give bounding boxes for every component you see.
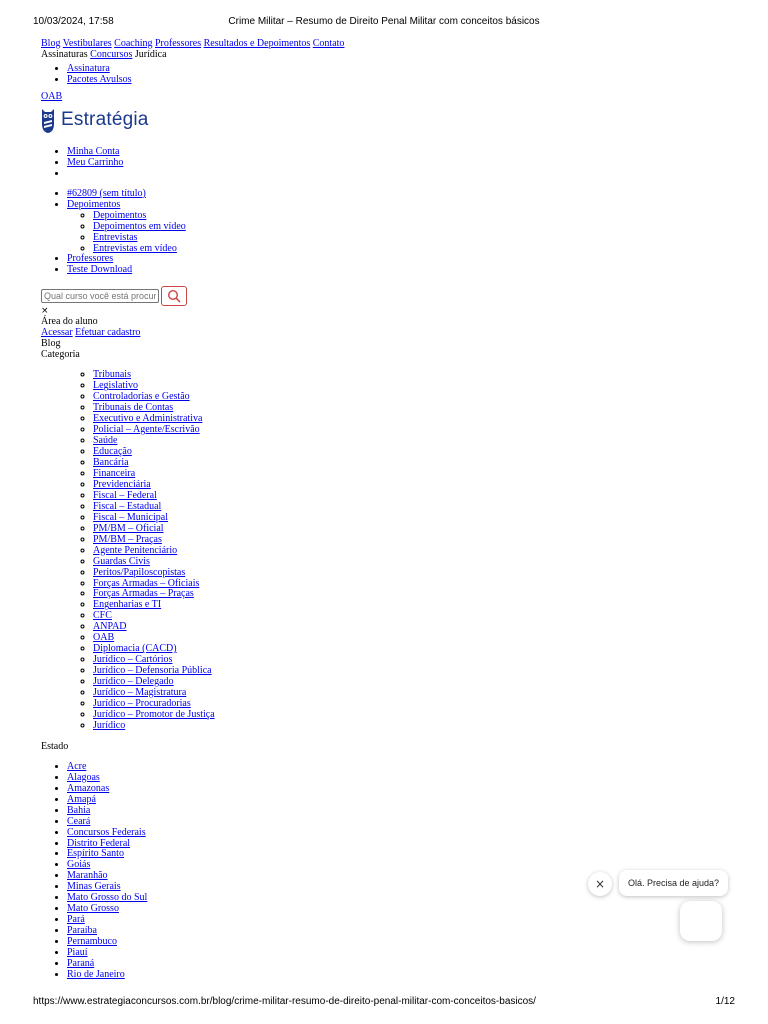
blog-label: Blog [41, 338, 61, 350]
category-link[interactable]: Educação [93, 446, 132, 458]
account-menu [41, 147, 741, 180]
chat-icon[interactable] [680, 901, 722, 941]
category-link[interactable]: Controladorias e Gestão [93, 391, 190, 403]
state-link[interactable]: Mato Grosso [67, 903, 119, 915]
sem-titulo-link[interactable]: #62809 (sem título) [67, 187, 146, 199]
category-link[interactable]: Diplomacia (CACD) [93, 643, 177, 655]
category-link[interactable]: Jurídico – Defensoria Pública [93, 665, 212, 677]
chat-bubble[interactable] [619, 870, 728, 896]
state-link[interactable]: Rio de Janeiro [67, 968, 125, 980]
list-item [93, 644, 741, 655]
category-link[interactable]: Fiscal – Federal [93, 489, 157, 501]
category-link[interactable]: Jurídico – Promotor de Justiça [93, 708, 215, 720]
list-item [67, 64, 741, 75]
list-item [93, 535, 741, 546]
list-item [93, 469, 741, 480]
nav-blog[interactable]: Blog [41, 38, 61, 49]
list-item [67, 970, 741, 981]
print-datetime: 10/03/2024, 17:58 [33, 16, 114, 27]
list-item [67, 959, 741, 970]
state-link[interactable]: Paraná [67, 958, 95, 969]
state-link[interactable]: Minas Gerais [67, 881, 121, 893]
list-item [67, 839, 741, 850]
list-item [93, 513, 741, 524]
list-item [67, 254, 741, 265]
minha-conta-link[interactable]: Minha Conta [67, 145, 120, 157]
category-link[interactable]: Fiscal – Estadual [93, 500, 162, 512]
estado-label: Estado [41, 740, 69, 752]
state-link[interactable]: Ceará [67, 815, 91, 827]
list-item [67, 795, 741, 806]
list-item [93, 370, 741, 381]
list-item [67, 147, 741, 158]
list-item [93, 436, 741, 447]
list-item [67, 189, 741, 200]
list-item [67, 806, 741, 817]
list-item [93, 589, 741, 600]
print-page-number: 1/12 [715, 996, 735, 1007]
list-item [93, 600, 741, 611]
list-item [67, 926, 741, 937]
list-item [93, 211, 741, 222]
logo-text: Estratégia [61, 109, 149, 131]
list-item [67, 169, 741, 180]
category-link[interactable]: Executivo e Administrativa [93, 413, 203, 425]
category-link[interactable]: Agente Penitenciário [93, 544, 178, 556]
pages-menu [41, 189, 741, 277]
categoria-label: Categoria [41, 349, 80, 361]
category-list [41, 370, 741, 731]
category-link[interactable]: Previdenciária [93, 478, 151, 490]
list-item [67, 849, 741, 860]
sub-entrevistas-link[interactable]: Entrevistas [93, 231, 138, 243]
teste-download-link[interactable]: Teste Download [67, 264, 133, 276]
list-item [93, 524, 741, 535]
category-link[interactable]: Bancária [93, 457, 129, 469]
chat-close-button[interactable] [588, 872, 612, 896]
list-item [67, 915, 741, 926]
list-item [67, 828, 741, 839]
concursos-link[interactable]: Concursos [90, 49, 133, 60]
category-link[interactable]: PM/BM – Oficial [93, 522, 164, 534]
state-link[interactable]: Mato Grosso do Sul [67, 892, 148, 904]
category-link[interactable]: Forças Armadas – Praças [93, 588, 194, 600]
list-item [67, 904, 741, 915]
meu-carrinho-link[interactable]: Meu Carrinho [67, 156, 124, 168]
auth-links [41, 327, 741, 338]
list-item [93, 458, 741, 469]
nav-vestibulares[interactable]: Vestibulares [62, 38, 112, 49]
secondary-nav [41, 49, 741, 60]
state-link[interactable]: Concursos Federais [67, 826, 146, 838]
list-item [67, 948, 741, 959]
close-icon: × [594, 876, 606, 891]
category-link[interactable]: Engenharias e TI [93, 599, 162, 611]
list-item [93, 611, 741, 622]
list-item [67, 937, 741, 948]
close-icon[interactable]: × [41, 306, 49, 317]
category-link[interactable]: CFC [93, 610, 112, 622]
list-item [93, 447, 741, 458]
list-item [93, 546, 741, 557]
list-item [93, 502, 741, 513]
category-link[interactable]: Jurídico [93, 719, 126, 731]
state-link[interactable]: Bahia [67, 804, 91, 816]
nav-contato[interactable]: Contato [312, 38, 345, 49]
owl-logo-icon [41, 106, 55, 134]
list-item [93, 392, 741, 403]
state-link[interactable]: Pará [67, 914, 85, 926]
category-link[interactable]: Jurídico – Delegado [93, 676, 174, 688]
list-item [93, 677, 741, 688]
list-item [93, 633, 741, 644]
state-link[interactable]: Goiás [67, 859, 91, 871]
oab-link[interactable]: OAB [41, 90, 63, 102]
state-link[interactable]: Pernambuco [67, 936, 117, 948]
list-item [93, 244, 741, 255]
category-link[interactable]: Guardas Civis [93, 555, 150, 567]
category-link[interactable]: Jurídico – Magistratura [93, 687, 187, 699]
list-item [67, 784, 741, 795]
top-nav [41, 38, 741, 49]
list-item [67, 773, 741, 784]
assinaturas-label: Assinaturas [41, 49, 88, 60]
juridica-label: Jurídica [134, 49, 167, 60]
list-item [67, 75, 741, 86]
list-item [93, 710, 741, 721]
subscription-menu [41, 64, 741, 86]
print-title: Crime Militar – Resumo de Direito Penal Militar com conceitos básicos [228, 16, 540, 27]
acessar-link[interactable]: Acessar [41, 327, 73, 339]
category-link[interactable]: Fiscal – Municipal [93, 511, 168, 523]
state-link[interactable]: Amazonas [67, 782, 110, 794]
list-item [67, 762, 741, 773]
category-link[interactable]: Saúde [93, 435, 118, 447]
category-link[interactable]: ANPAD [93, 621, 127, 633]
sub-depoimentos-video-link[interactable]: Depoimentos em vídeo [93, 220, 186, 232]
nav-resultados[interactable]: Resultados e Depoimentos [203, 38, 311, 49]
category-link[interactable]: Financeira [93, 467, 136, 479]
state-link[interactable]: Espírito Santo [67, 848, 124, 860]
category-link[interactable]: Policial – Agente/Escrivão [93, 424, 200, 436]
state-link[interactable]: Amapá [67, 793, 96, 805]
state-link[interactable]: Maranhão [67, 870, 108, 882]
category-link[interactable]: Legislativo [93, 380, 138, 392]
list-item [67, 817, 741, 828]
logo[interactable] [41, 105, 741, 135]
list-item [93, 721, 741, 732]
search-bar [41, 286, 741, 306]
depoimentos-link[interactable]: Depoimentos [67, 198, 121, 210]
efetuar-cadastro-link[interactable]: Efetuar cadastro [75, 327, 141, 339]
state-link[interactable]: Alagoas [67, 771, 100, 783]
state-link[interactable]: Paraíba [67, 925, 97, 937]
sub-depoimentos-link[interactable]: Depoimentos [93, 209, 147, 221]
search-input[interactable] [41, 289, 159, 303]
list-item [67, 265, 741, 276]
list-item [93, 622, 741, 633]
search-button[interactable] [161, 286, 187, 306]
category-link[interactable]: Jurídico – Cartórios [93, 654, 173, 666]
nav-coaching[interactable]: Coaching [114, 38, 153, 49]
pacotes-avulsos-link[interactable]: Pacotes Avulsos [67, 73, 132, 85]
sub-entrevistas-video-link[interactable]: Entrevistas em vídeo [93, 242, 177, 254]
brand-block [41, 91, 741, 135]
category-link[interactable]: PM/BM – Praças [93, 533, 162, 545]
search-icon [167, 289, 181, 303]
state-link[interactable]: Acre [67, 760, 87, 772]
list-item [93, 557, 741, 568]
list-item [93, 381, 741, 392]
category-link[interactable]: OAB [93, 632, 115, 644]
assinatura-link[interactable]: Assinatura [67, 63, 110, 74]
print-url: https://www.estrategiaconcursos.com.br/blog/crime-militar-resumo-de-direito-penal-militar-com-conceitos-basicos/ [33, 996, 536, 1007]
category-link[interactable]: Forças Armadas – Oficiais [93, 577, 200, 589]
page-content [41, 38, 741, 981]
list-item [93, 491, 741, 502]
state-link[interactable]: Distrito Federal [67, 837, 131, 849]
list-item [93, 480, 741, 491]
professores-link[interactable]: Professores [67, 253, 114, 265]
list-item [93, 233, 741, 244]
category-link[interactable]: Tribunais de Contas [93, 402, 174, 414]
list-item [93, 425, 741, 436]
category-link[interactable]: Peritos/Papiloscopistas [93, 566, 186, 578]
category-link[interactable]: Jurídico – Procuradorias [93, 697, 191, 709]
list-item [67, 200, 741, 255]
list-item [93, 222, 741, 233]
state-link[interactable]: Piauí [67, 947, 88, 959]
depoimentos-submenu [67, 211, 741, 255]
list-item [93, 666, 741, 677]
category-link[interactable]: Tribunais [93, 369, 131, 381]
area-aluno-label: Área do aluno [41, 316, 98, 328]
chat-bubble-text: Olá. Precisa de ajuda? [628, 877, 720, 888]
list-item [67, 158, 741, 169]
nav-professores[interactable]: Professores [155, 38, 202, 49]
